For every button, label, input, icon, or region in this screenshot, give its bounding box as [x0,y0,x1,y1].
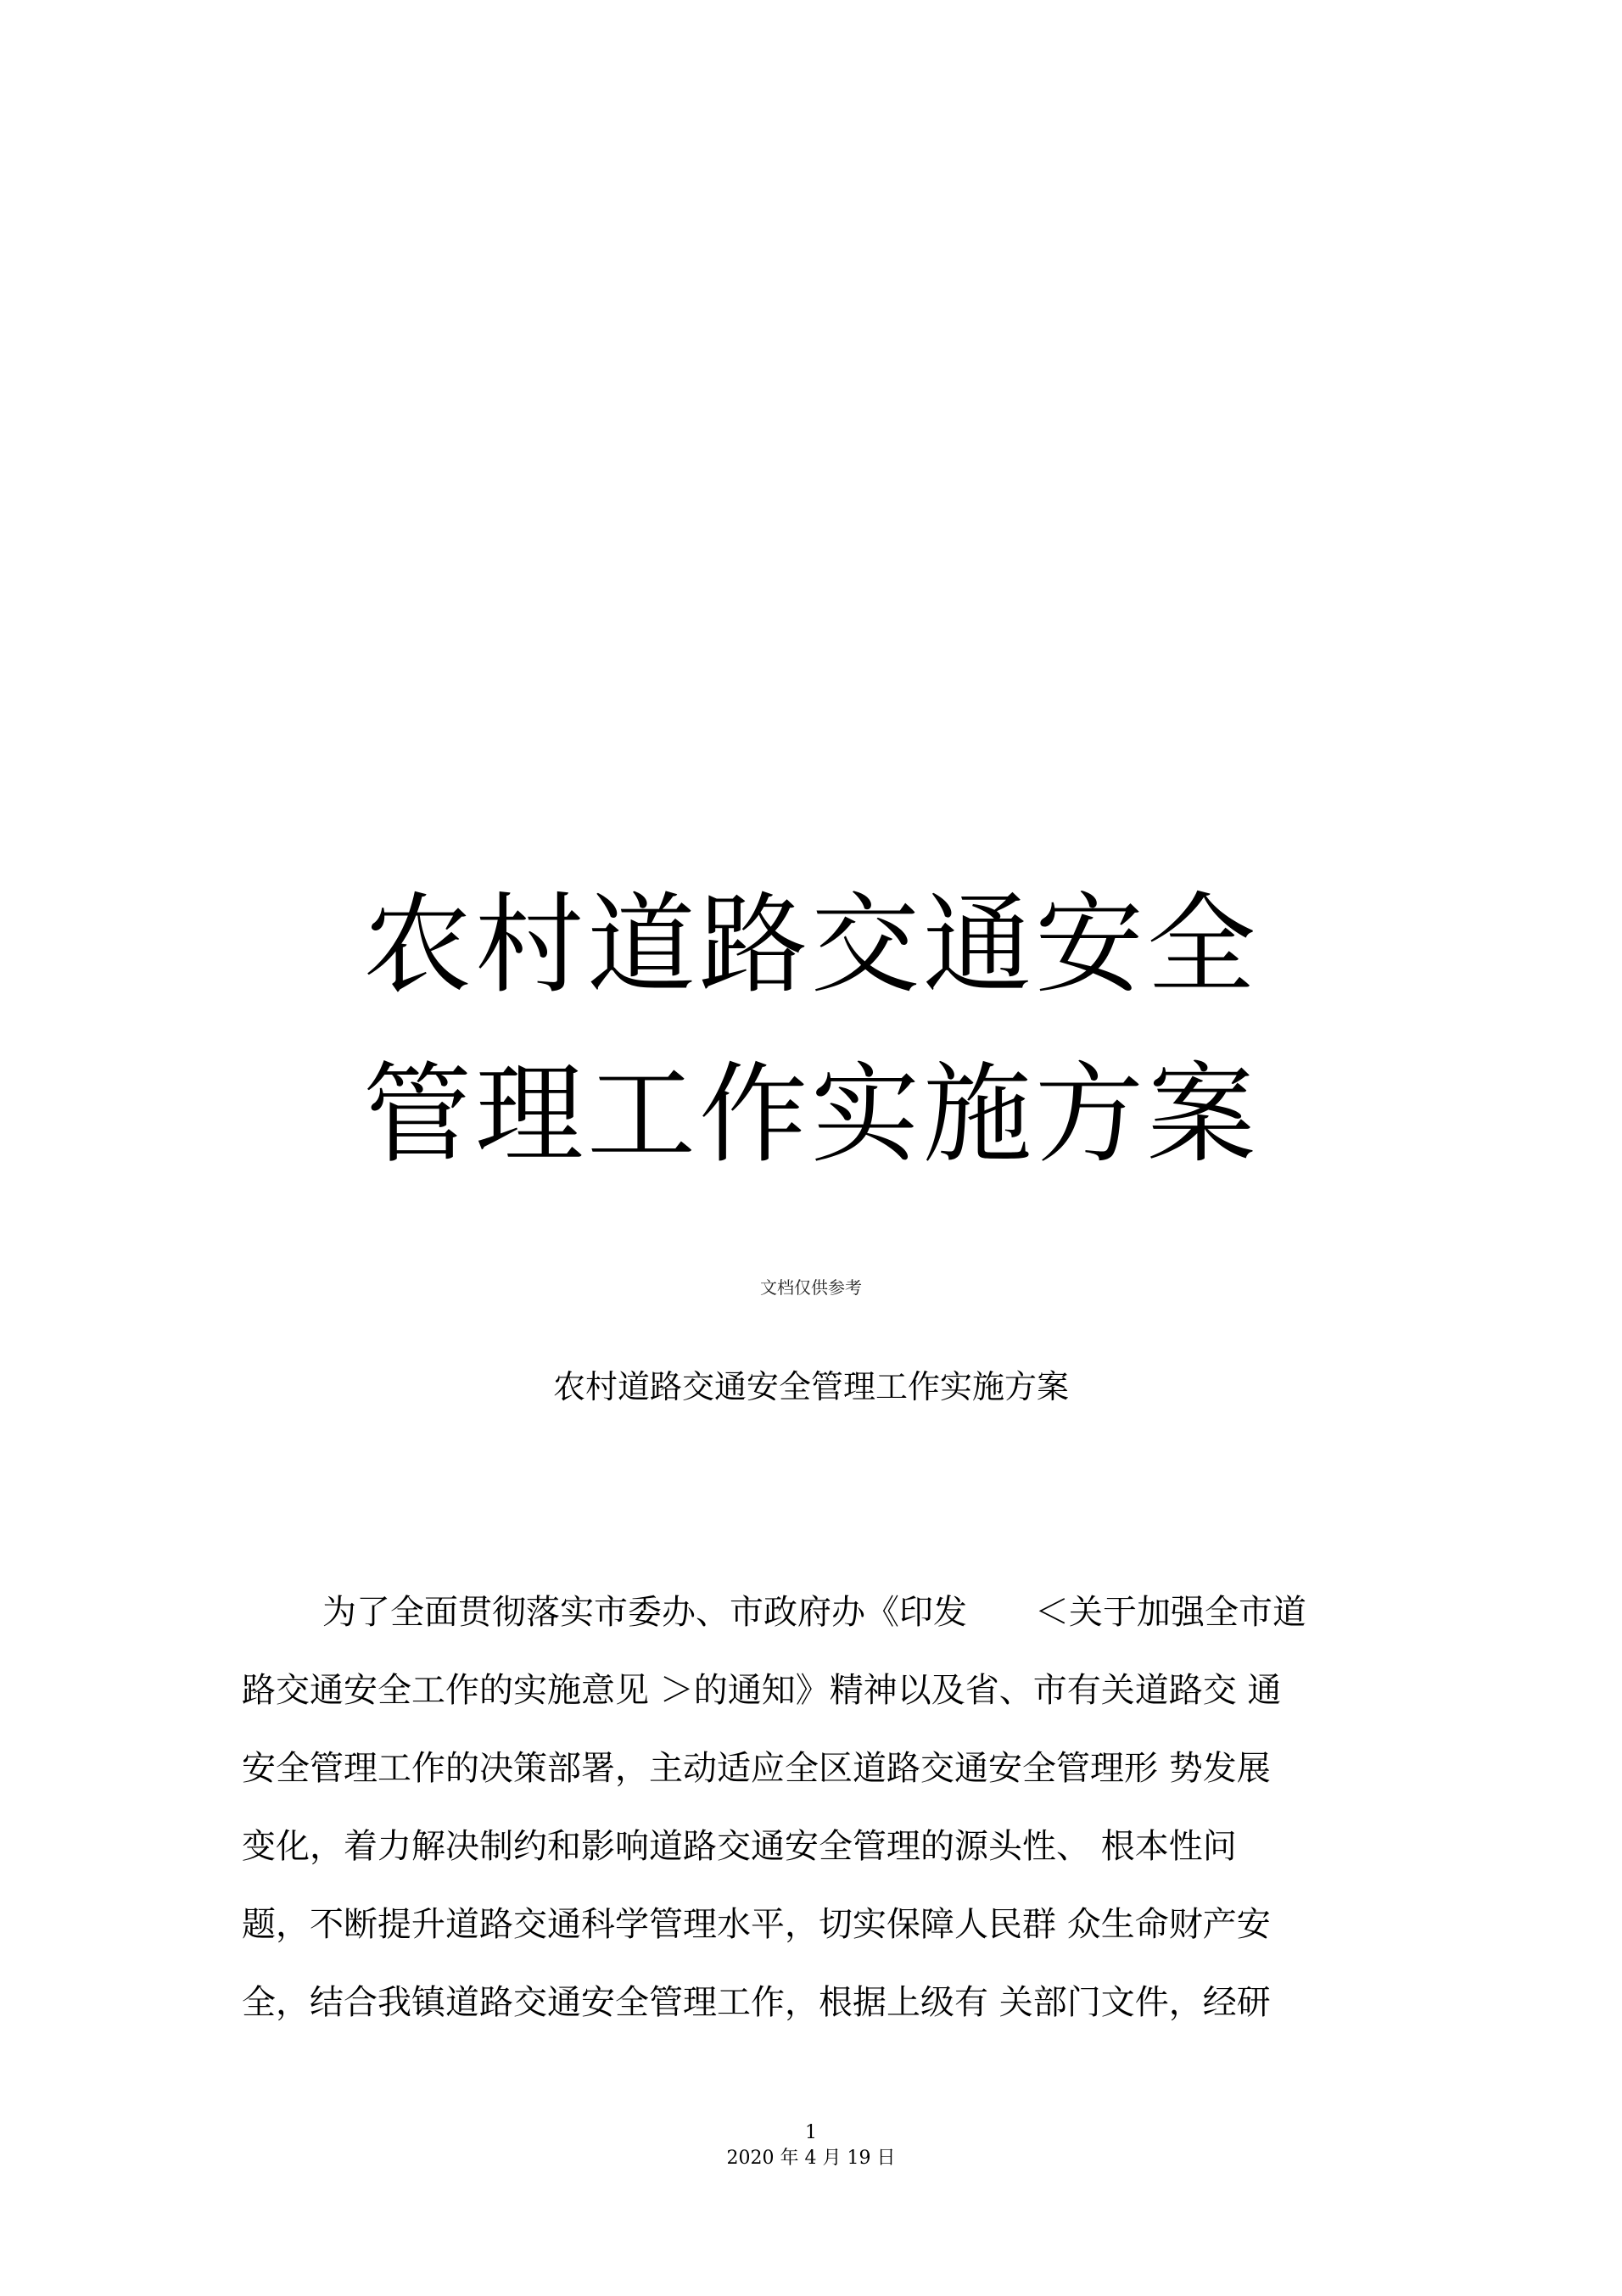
body-line: 变化，着力解决制约和影响道路交通安全管理的源头性、 根本性问 [242,1827,1237,1866]
page-footer [0,2120,1622,2171]
page-number: 1 [805,2122,817,2143]
body-line: 全，结合我镇道路交通安全管理工作，根据上级有 关部门文件，经研 [242,1983,1271,2022]
body-line: 题，不断提升道路交通科学管理水平，切实保障人民群 众生命财产安 [242,1905,1271,1944]
footer-date: 2020 年 4 月 19 日 [726,2148,896,2169]
body-line: 路交通安全工作的实施意见 ＞的通知》精神以及省、市有关道路交 通 [242,1671,1282,1710]
body-line: 安全管理工作的决策部署，主动适应全区道路交通安全管理形 势发展 [242,1749,1271,1788]
body-paragraph [242,1573,1379,2042]
document-subtitle: 农村道路交通安全管理工作实施方案 [552,1368,1069,1405]
reference-note: 文档仅供参考 [760,1277,862,1298]
document-title-line-1: 农村道路交通安全 [362,882,1259,1008]
document-title-line-2: 管理工作实施方案 [362,1052,1259,1178]
body-line: 为了全面贯彻落实市委办、市政府办《印发 ＜关于加强全市道 [322,1593,1306,1632]
